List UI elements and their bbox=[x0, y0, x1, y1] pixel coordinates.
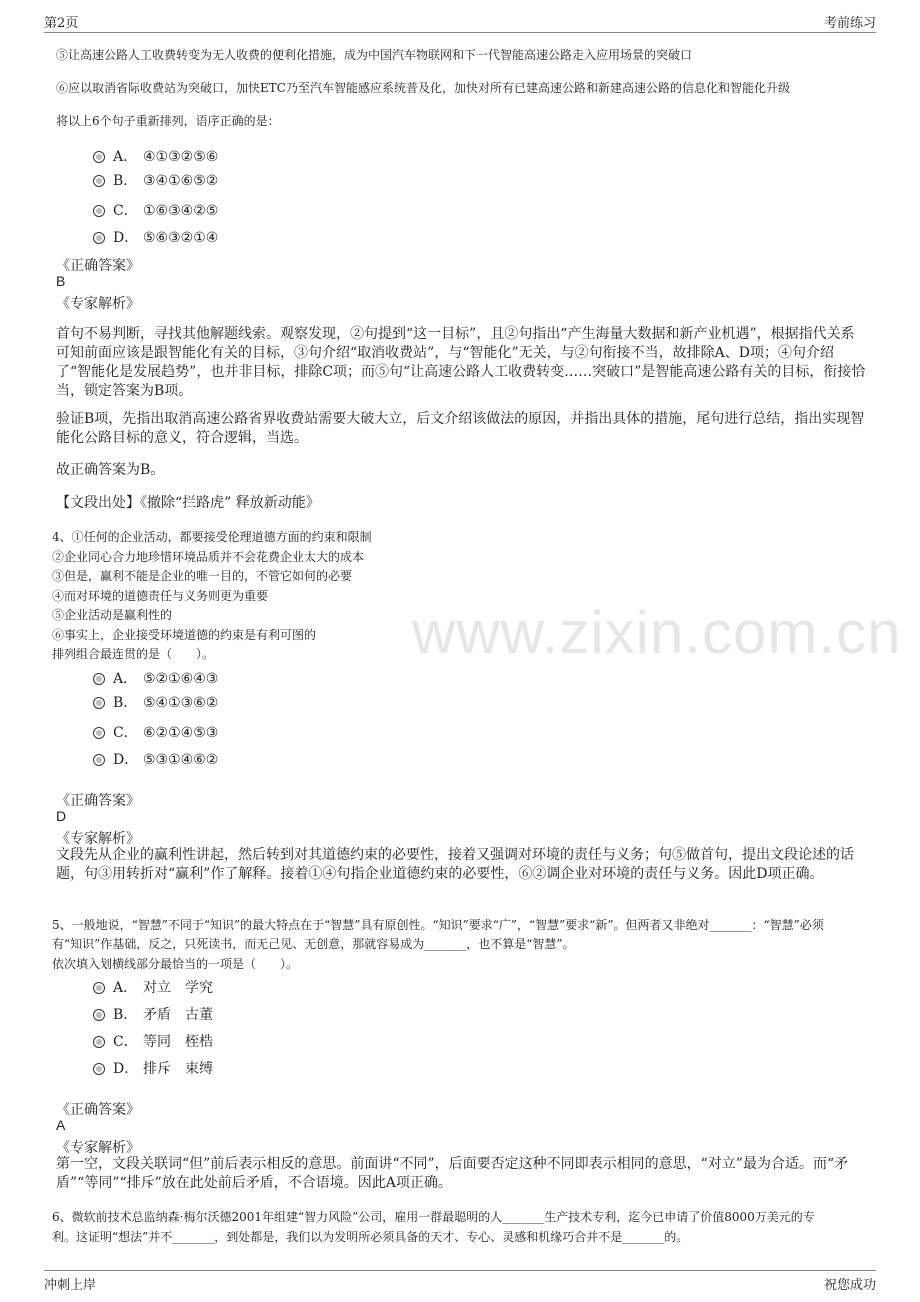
radio-icon[interactable] bbox=[93, 754, 105, 766]
q3-source: 【文段出处】《撤除“拦路虎” 释放新动能》 bbox=[56, 495, 320, 511]
q4-line-3: ③但是，赢利不能是企业的唯一目的，不管它如何的必要 bbox=[52, 569, 353, 583]
q4-line-4: ④而对环境的道德责任与义务则更为重要 bbox=[52, 589, 269, 603]
radio-icon[interactable] bbox=[93, 1063, 105, 1075]
radio-icon[interactable] bbox=[93, 1036, 105, 1048]
q3-option-c[interactable]: C． ①⑥③④②⑤ bbox=[93, 200, 218, 220]
q5-line-2: 有“知识”作基础，反之，只死读书，而无己见、无创意，那就容易成为_______，也不算是“智慧”。 bbox=[52, 937, 575, 951]
q4-option-d[interactable]: D． ⑤③①④⑥② bbox=[93, 749, 218, 769]
q3-item-5: ⑤让高速公路人工收费转变为无人收费的便利化措施，成为中国汽车物联网和下一代智能高速公路走入应用场景的突破口 bbox=[56, 48, 693, 62]
radio-icon[interactable] bbox=[93, 982, 105, 994]
q4-option-b[interactable]: B. ⑤④①③⑥② bbox=[93, 695, 218, 711]
q4-line-2: ②企业同心合力地珍惜环境品质并不会花费企业太大的成本 bbox=[52, 550, 365, 564]
q3-analysis-label: 《专家解析》 bbox=[56, 296, 140, 312]
q5-option-b[interactable]: B. 矛盾 古董 bbox=[93, 1004, 213, 1024]
q4-analysis: 文段先从企业的赢利性讲起，然后转到对其道德约束的必要性，接着又强调对环境的责任与义务；句⑤做首句，提出文段论述的话题，句③用转折对“赢利”作了解释。接着①④句指企业道德约束的必要性，⑥②调企业对环境的责任与义务。因此D项正确。 bbox=[56, 847, 854, 882]
q4-option-c[interactable]: C． ⑥②①④⑤③ bbox=[93, 722, 218, 742]
q4-line-6: ⑥事实上，企业接受环境道德的约束是有利可图的 bbox=[52, 628, 317, 642]
q5-option-c[interactable]: C． 等同 桎梏 bbox=[93, 1031, 213, 1051]
page-header bbox=[44, 12, 876, 33]
page-footer bbox=[44, 1270, 876, 1293]
q3-answer: B bbox=[56, 273, 66, 289]
footer-right: 祝您成功 bbox=[823, 1278, 876, 1293]
q6-line-2: 利。这证明“想法”并不_______，到处都是，我们以为发明所必须具备的天才、专心、灵感和机缘巧合并不是_______的。 bbox=[52, 1230, 689, 1244]
q4-line-5: ⑤企业活动是赢利性的 bbox=[52, 608, 173, 622]
q6-line-1: 6、微软前技术总监纳森·梅尔沃德2001年组建“智力风险”公司，雇用一群最聪明的人_______生产技术专利，迄今已申请了价值8000万美元的专 bbox=[52, 1210, 815, 1224]
q5-analysis-label: 《专家解析》 bbox=[56, 1140, 140, 1156]
q3-option-b[interactable]: B. ③④①⑥⑤② bbox=[93, 173, 218, 189]
q3-analysis-p2: 验证B项，先指出取消高速公路省界收费站需要大破大立，后文介绍该做法的原因，并指出具体的措施，尾句进行总结，指出实现智能化公路目标的意义，符合逻辑，当选。 bbox=[56, 411, 865, 446]
watermark: www.zixin.com.cn bbox=[412, 599, 902, 666]
q5-answer: A bbox=[56, 1117, 66, 1133]
q3-option-d[interactable]: D． ⑤⑥③②①④ bbox=[93, 227, 218, 247]
q3-option-a[interactable]: A． ④①③②⑤⑥ bbox=[93, 146, 218, 166]
q5-analysis: 第一空，文段关联词“但”前后表示相反的意思。前面讲“不同”，后面要否定这种不同即表示相同的意思，“对立”最为合适。而“矛盾”“等同”“排斥”放在此处前后矛盾，不合语境。因此A项正确。 bbox=[56, 1156, 849, 1191]
q5-prompt: 依次填入划横线部分最恰当的一项是（ ）。 bbox=[52, 957, 299, 971]
q4-line-1: 4、①任何的企业活动，都要接受伦理道德方面的约束和限制 bbox=[52, 530, 372, 544]
q5-answer-label: 《正确答案》 bbox=[56, 1102, 140, 1118]
radio-icon[interactable] bbox=[93, 673, 105, 685]
q3-analysis-p1: 首句不易判断，寻找其他解题线索。观察发现，②句提到“这一目标”，且②句指出“产生海量大数据和新产业机遇”，根据指代关系可知前面应该是跟智能化有关的目标，③句介绍“取消收费站”，与“智能化”无关，与②句衔接不当，故排除A、D项；④句介绍了“智能化是发展趋势”，也并非目标，排除C项；而⑤句“让高速公路人工收费转变……突破口”是智能高速公路有关的目标，衔接恰当，锁定答案为B项。 bbox=[56, 326, 866, 399]
radio-icon[interactable] bbox=[93, 1009, 105, 1021]
radio-icon[interactable] bbox=[93, 205, 105, 217]
q4-option-a[interactable]: A． ⑤②①⑥④③ bbox=[93, 668, 218, 688]
radio-icon[interactable] bbox=[93, 232, 105, 244]
radio-icon[interactable] bbox=[93, 151, 105, 163]
q4-answer-label: 《正确答案》 bbox=[56, 793, 140, 809]
page-number: 第2页 bbox=[44, 16, 79, 31]
q3-prompt: 将以上6个句子重新排列，语序正确的是： bbox=[56, 114, 280, 128]
radio-icon[interactable] bbox=[93, 727, 105, 739]
q3-item-6: ⑥应以取消省际收费站为突破口，加快ETC乃至汽车智能感应系统普及化，加快对所有已建高速公路和新建高速公路的信息化和智能化升级 bbox=[56, 81, 790, 95]
footer-left: 冲刺上岸 bbox=[44, 1278, 97, 1293]
q5-option-d[interactable]: D． 排斥 束缚 bbox=[93, 1058, 213, 1078]
radio-icon[interactable] bbox=[93, 175, 105, 187]
q5-option-a[interactable]: A． 对立 学究 bbox=[93, 977, 213, 997]
header-title: 考前练习 bbox=[823, 16, 876, 31]
q3-answer-label: 《正确答案》 bbox=[56, 258, 140, 274]
q4-analysis-label: 《专家解析》 bbox=[56, 831, 140, 847]
radio-icon[interactable] bbox=[93, 697, 105, 709]
q4-answer: D bbox=[56, 808, 67, 824]
q4-prompt: 排列组合最连贯的是（ ）。 bbox=[52, 647, 215, 661]
q5-line-1: 5、一般地说，“智慧”不同于“知识”的最大特点在于“智慧”具有原创性。“知识”要求“广”，“智慧”要求“新”。但两者又非绝对_______：“智慧”必须 bbox=[52, 918, 824, 932]
q3-analysis-p3: 故正确答案为B。 bbox=[56, 462, 165, 478]
